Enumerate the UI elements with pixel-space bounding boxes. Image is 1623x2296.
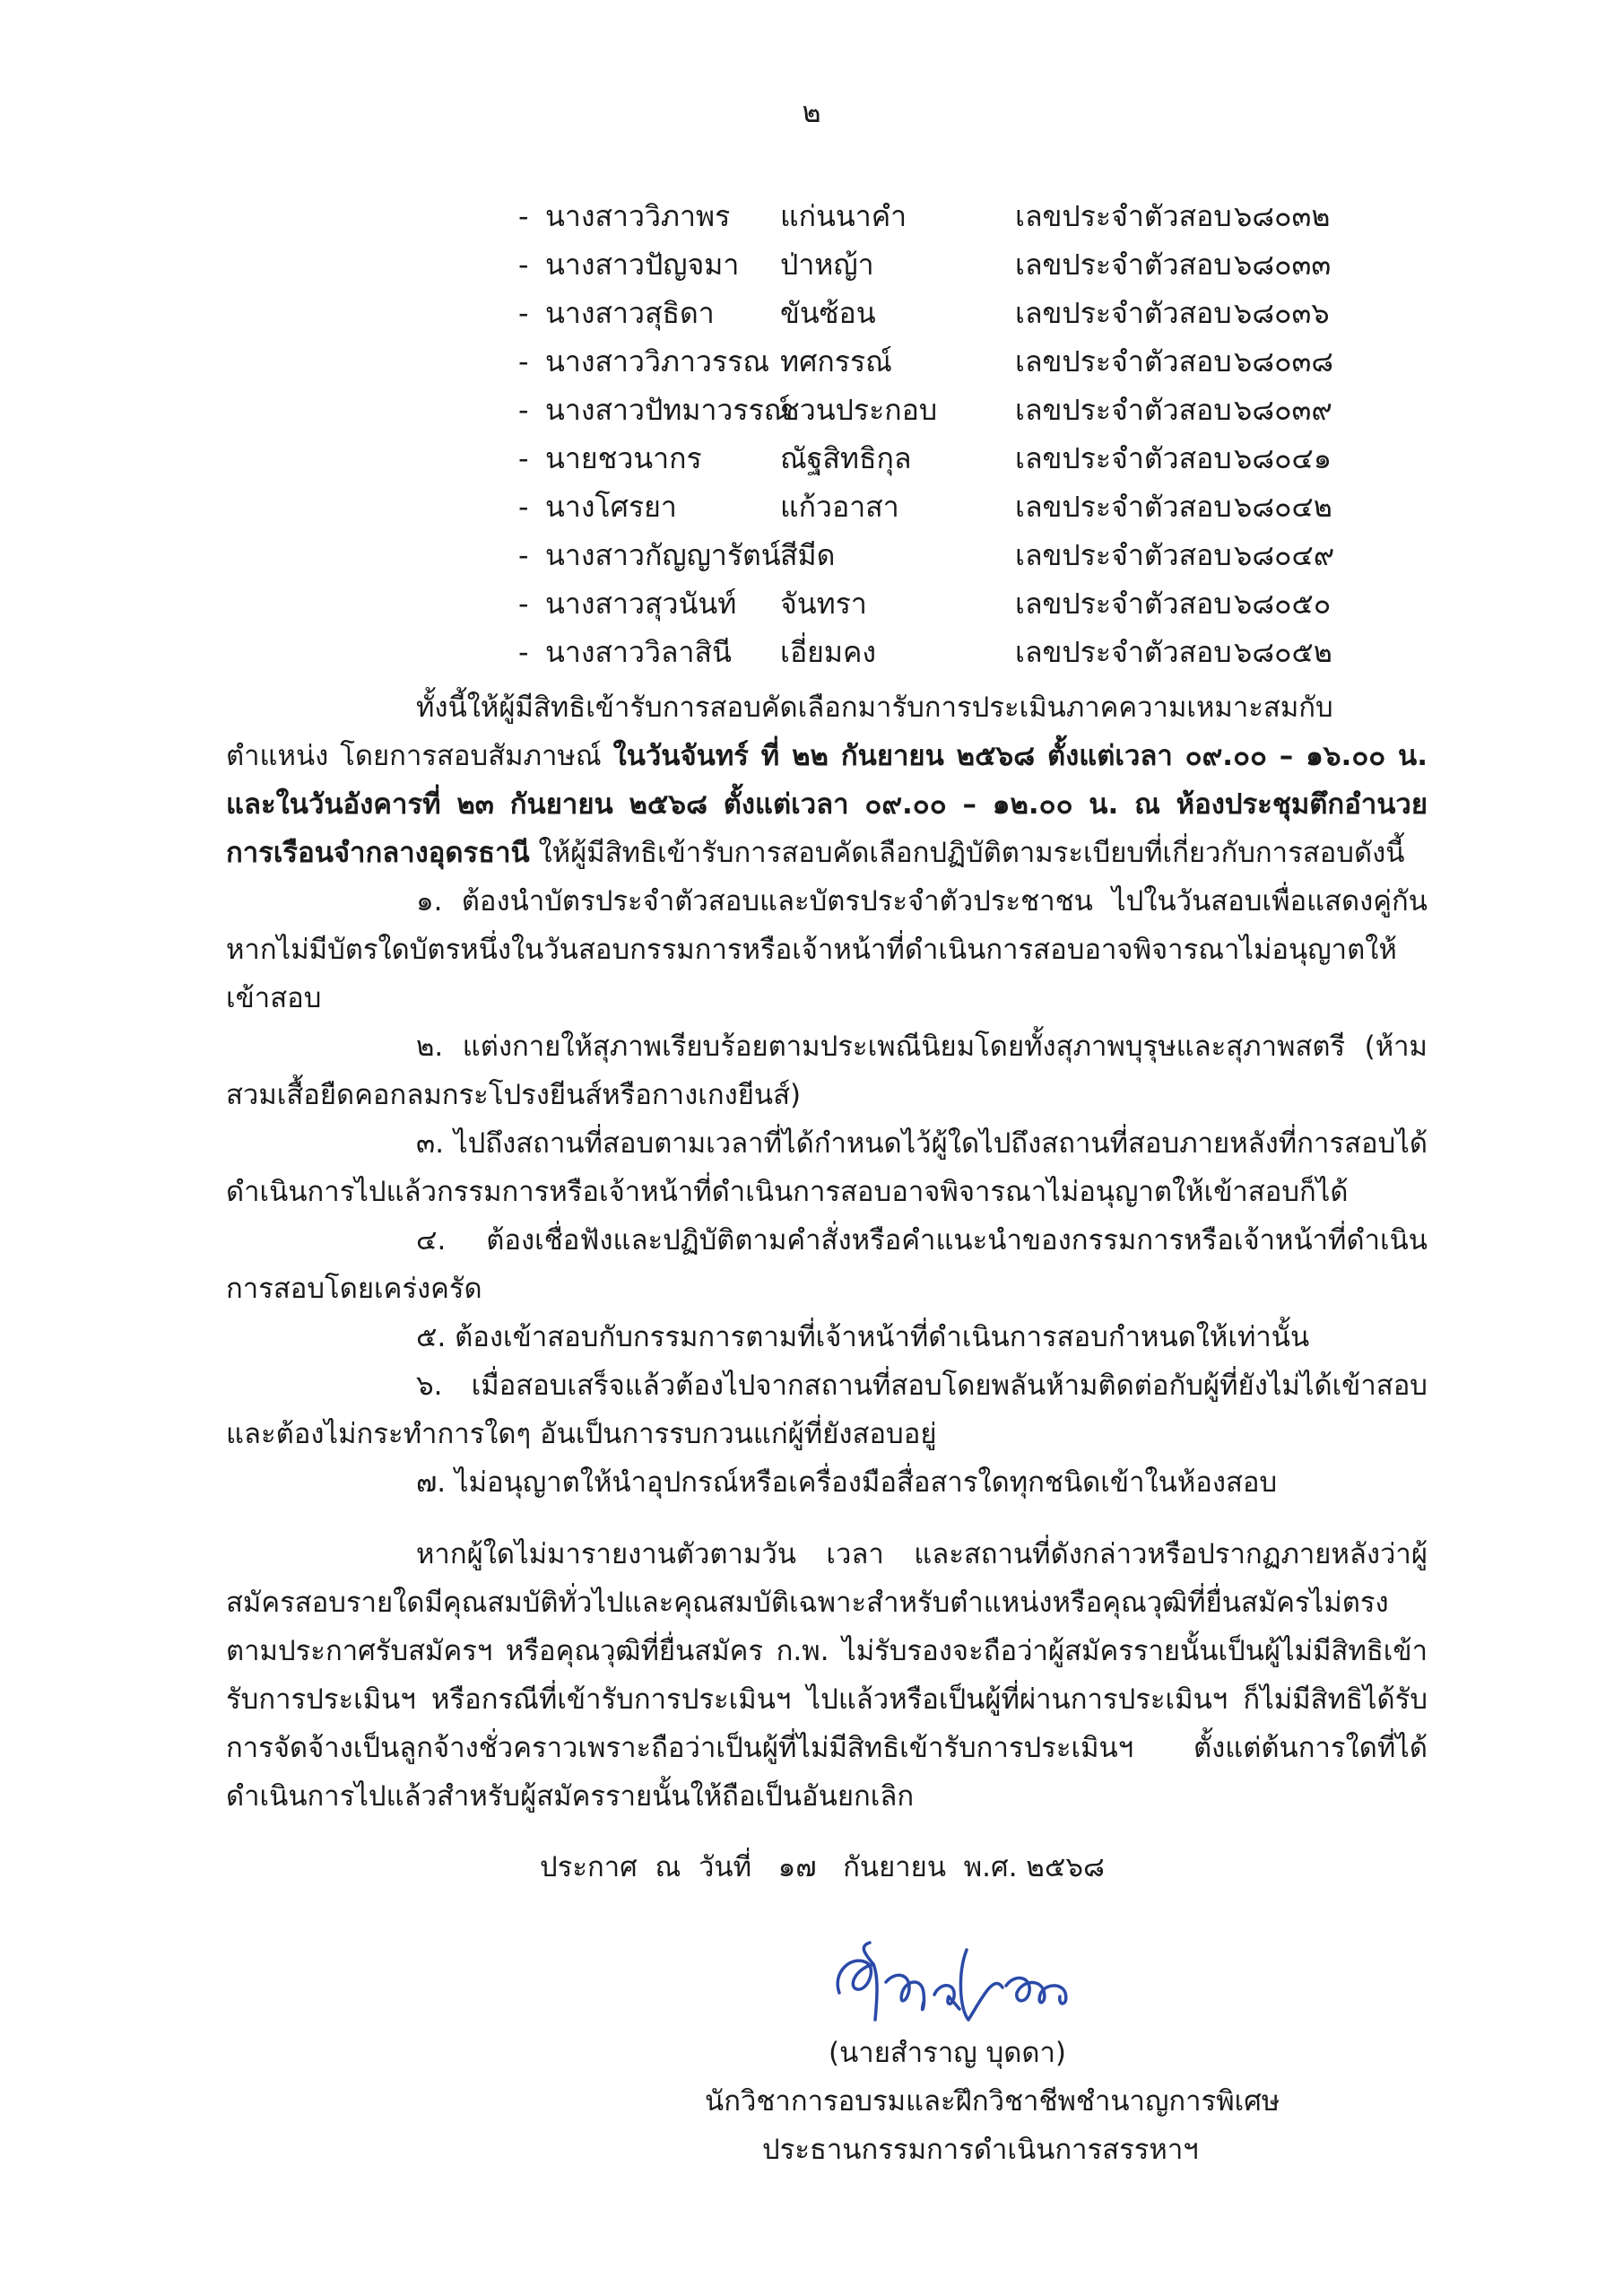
rule-item: ๒. แต่งกายให้สุภาพเรียบร้อยตามประเพณีนิยมโดยทั้งสุภาพบุรุษและสุภาพสตรี (ห้ามสวมเสื้อยืดคอกลมกระโปรงยีนส์หรือกางเกงยีนส์): [226, 1031, 1428, 1111]
notice-intro-text: ทั้งนี้ให้ผู้มีสิทธิเข้ารับการสอบคัดเลือกมารับการประเมินภาคความเหมาะสมกับตำแหน่ง โดยการสอบสัมภาษณ์: [226, 691, 1333, 772]
candidate-row: [518, 579, 1442, 628]
candidate-first-name: นางสาววิภาพร: [545, 199, 731, 233]
exam-id-label: เลขประจำตัวสอบ: [1015, 344, 1232, 378]
candidate-first-name: นายชวนากร: [545, 441, 702, 475]
signatory-name: (นายสำราญ บุดดา): [829, 2037, 1066, 2069]
exam-id-label: เลขประจำตัวสอบ: [1015, 248, 1232, 282]
signatory-position: นักวิชาการอบรมและฝึกวิชาชีพชำนาญการพิเศษ: [705, 2085, 1280, 2118]
rule-item: ๑. ต้องนำบัตรประจำตัวสอบและบัตรประจำตัวประชาชน ไปในวันสอบเพื่อแสดงคู่กัน หากไม่มีบัตรใดบัตรหนึ่งในวันสอบกรรมการหรือเจ้าหน้าที่ดำเนินการสอบอาจพิจารณาไม่อนุญาตให้เข้าสอบ: [226, 885, 1428, 1014]
candidate-last-name: ณัฐสิทธิกุล: [780, 441, 912, 475]
candidate-row: [518, 531, 1442, 579]
candidate-bullet: -: [518, 248, 529, 282]
candidate-row: [518, 192, 1442, 240]
exam-id-number: ๖๘๐๔๑: [1234, 441, 1332, 475]
rule-item: ๕. ต้องเข้าสอบกับกรรมการตามที่เจ้าหน้าที่ดำเนินการสอบกำหนดให้เท่านั้น: [416, 1321, 1310, 1353]
notice-intro: [226, 683, 1428, 877]
candidate-first-name: นางสาวสุธิดา: [545, 296, 715, 330]
candidate-first-name: นางสาวปัญจมา: [545, 248, 740, 282]
candidate-last-name: ชวนประกอบ: [780, 393, 938, 427]
candidate-first-name: นางสาวกัญญารัตน์: [545, 538, 781, 572]
candidate-bullet: -: [518, 441, 529, 475]
rule-item: ๖. เมื่อสอบเสร็จแล้วต้องไปจากสถานที่สอบโดยพลันห้ามติดต่อกับผู้ที่ยังไม่ได้เข้าสอบและต้องไม่กระทำการใดๆ อันเป็นการรบกวนแก่ผู้ที่ยังสอบอยู่: [226, 1370, 1428, 1450]
exam-id-label: เลขประจำตัวสอบ: [1015, 635, 1232, 669]
candidate-bullet: -: [518, 199, 529, 233]
candidate-bullet: -: [518, 296, 529, 330]
exam-id-label: เลขประจำตัวสอบ: [1015, 296, 1232, 330]
candidate-last-name: แก่นนาคำ: [780, 199, 907, 233]
rule-item: ๔. ต้องเชื่อฟังและปฏิบัติตามคำสั่งหรือคำแนะนำของกรรมการหรือเจ้าหน้าที่ดำเนินการสอบโดยเคร่งครัด: [226, 1224, 1428, 1305]
exam-id-number: ๖๘๐๕๐: [1234, 587, 1332, 621]
candidate-last-name: จันทรา: [780, 587, 867, 621]
exam-id-number: ๖๘๐๓๒: [1234, 199, 1331, 233]
page-number: ๒: [802, 95, 821, 129]
candidate-last-name: ขันซ้อน: [780, 296, 876, 330]
candidate-first-name: นางสาวสุวนันท์: [545, 587, 737, 621]
candidate-bullet: -: [518, 344, 529, 378]
handwritten-signature: [823, 1937, 1146, 2036]
candidate-bullet: -: [518, 490, 529, 524]
candidate-bullet: -: [518, 538, 529, 572]
exam-id-number: ๖๘๐๓๖: [1234, 296, 1330, 330]
candidate-first-name: นางสาววิลาสินี: [545, 635, 732, 669]
candidate-bullet: -: [518, 393, 529, 427]
exam-id-label: เลขประจำตัวสอบ: [1015, 199, 1232, 233]
notice-intro-end: ให้ผู้มีสิทธิเข้ารับการสอบคัดเลือกปฏิบัติตามระเบียบที่เกี่ยวกับการสอบดังนี้: [529, 837, 1405, 869]
candidate-row: [518, 386, 1442, 434]
exam-id-number: ๖๘๐๓๓: [1234, 248, 1332, 282]
candidate-row: [518, 240, 1442, 289]
rule-item: ๓. ไปถึงสถานที่สอบตามเวลาที่ได้กำหนดไว้ผู้ใดไปถึงสถานที่สอบภายหลังที่การสอบได้ดำเนินการไปแล้วกรรมการหรือเจ้าหน้าที่ดำเนินการสอบอาจพิจารณาไม่อนุญาตให้เข้าสอบก็ได้: [226, 1127, 1428, 1208]
exam-id-number: ๖๘๐๓๙: [1234, 393, 1332, 427]
candidate-last-name: เอี่ยมคง: [780, 635, 877, 669]
candidate-row: [518, 483, 1442, 531]
candidate-first-name: นางสาวปัทมาวรรณ์: [545, 393, 791, 427]
exam-id-number: ๖๘๐๔๒: [1234, 490, 1332, 524]
signatory-role: ประธานกรรมการดำเนินการสรรหาฯ: [762, 2134, 1199, 2166]
candidate-row: [518, 434, 1442, 483]
candidate-last-name: สีมีด: [780, 538, 836, 572]
exam-id-number: ๖๘๐๕๒: [1234, 635, 1332, 669]
candidate-last-name: แก้วอาสา: [780, 490, 899, 524]
candidate-bullet: -: [518, 635, 529, 669]
candidate-first-name: นางโศรยา: [545, 490, 677, 524]
exam-id-label: เลขประจำตัวสอบ: [1015, 441, 1232, 475]
exam-id-label: เลขประจำตัวสอบ: [1015, 393, 1232, 427]
exam-id-number: ๖๘๐๓๘: [1234, 344, 1334, 378]
candidate-first-name: นางสาววิภาวรรณ: [545, 344, 769, 378]
candidate-last-name: ป่าหญ้า: [780, 248, 874, 282]
candidate-row: [518, 628, 1442, 676]
exam-notice: [226, 683, 1428, 1507]
signature-block: [669, 2029, 1315, 2174]
candidate-last-name: ทศกรรณ์: [780, 344, 892, 378]
candidate-row: [518, 289, 1442, 337]
exam-id-number: ๖๘๐๔๙: [1234, 538, 1335, 572]
candidate-row: [518, 337, 1442, 386]
exam-id-label: เลขประจำตัวสอบ: [1015, 538, 1232, 572]
exam-schedule: ในวันจันทร์ ที่ ๒๒ กันยายน ๒๕๖๘ ตั้งแต่เวลา ๐๙.๐๐ – ๑๖.๐๐ น. และในวันอังคารที่ ๒๓ กันยายน ๒๕๖๘ ตั้งแต่เวลา ๐๙.๐๐ – ๑๒.๐๐ น. ณ ห้องประชุมตึกอำนวยการเรือนจำกลางอุดรธานี: [226, 740, 1428, 869]
candidate-list: [518, 192, 1442, 676]
exam-id-label: เลขประจำตัวสอบ: [1015, 587, 1232, 621]
disqualification-notice: [226, 1530, 1428, 1821]
candidate-bullet: -: [518, 587, 529, 621]
disqualification-text: หากผู้ใดไม่มารายงานตัวตามวัน เวลา และสถานที่ดังกล่าวหรือปรากฏภายหลังว่าผู้สมัครสอบรายใดมีคุณสมบัติทั่วไปและคุณสมบัติเฉพาะสำหรับตำแหน่งหรือคุณวุฒิที่ยื่นสมัครไม่ตรงตามประกาศรับสมัครฯ หรือคุณวุฒิที่ยื่นสมัคร ก.พ. ไม่รับรองจะถือว่าผู้สมัครรายนั้นเป็นผู้ไม่มีสิทธิเข้ารับการประเมินฯ หรือกรณีที่เข้ารับการประเมินฯ ไปแล้วหรือเป็นผู้ที่ผ่านการประเมินฯ ก็ไม่มีสิทธิได้รับการจัดจ้างเป็นลูกจ้างชั่วคราวเพราะถือว่าเป็นผู้ที่ไม่มีสิทธิเข้ารับการประเมินฯ ตั้งแต่ต้นการใดที่ได้ดำเนินการไปแล้วสำหรับผู้สมัครรายนั้นให้ถือเป็นอันยกเลิก: [226, 1538, 1428, 1813]
announcement-date: ประกาศ ณ วันที่ ๑๗ กันยายน พ.ศ. ๒๕๖๘: [540, 1851, 1105, 1883]
exam-id-label: เลขประจำตัวสอบ: [1015, 490, 1232, 524]
rule-item: ๗. ไม่อนุญาตให้นำอุปกรณ์หรือเครื่องมือสื่อสารใดทุกชนิดเข้าในห้องสอบ: [416, 1466, 1278, 1499]
